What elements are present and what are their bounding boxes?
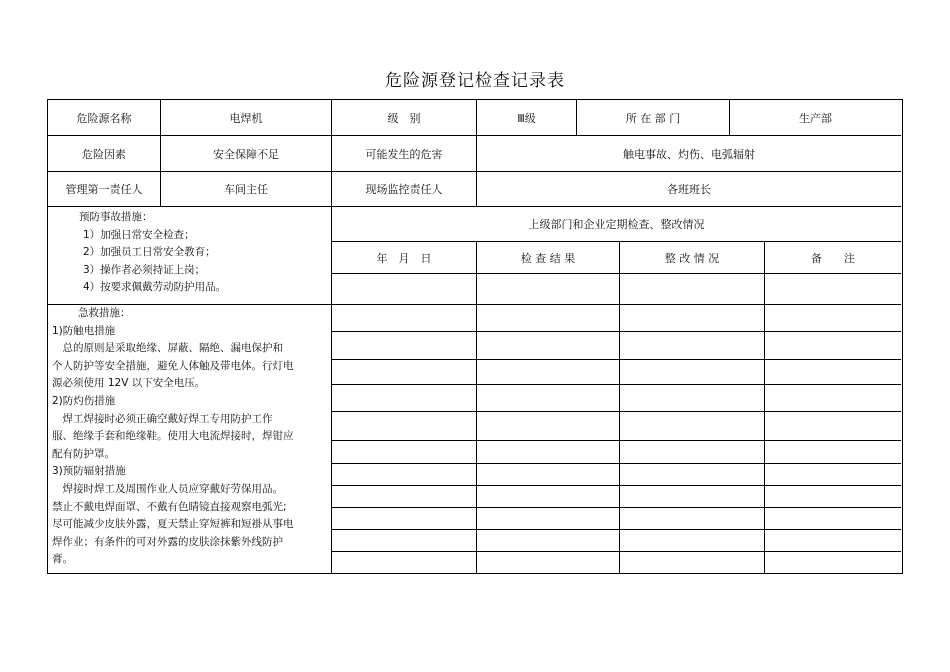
hazard-name-label: 危险源名称 bbox=[76, 111, 132, 125]
emergency-line: 1)防触电措施 bbox=[52, 324, 116, 337]
grid-line bbox=[331, 485, 901, 486]
grid-line bbox=[331, 507, 901, 508]
level-label: 级 别 bbox=[387, 111, 421, 125]
primary-responsible-value: 车间主任 bbox=[224, 183, 268, 196]
emergency-line: 源必须使用 12V 以下安全电压。 bbox=[52, 377, 206, 390]
col-date: 年 月 日 bbox=[376, 251, 432, 265]
risk-factor-label: 危险因素 bbox=[82, 147, 126, 161]
page-title: 危险源登记检查记录表 bbox=[385, 71, 565, 91]
col-divider bbox=[764, 241, 765, 573]
prevention-measures bbox=[53, 209, 329, 297]
emergency-line: 服、绝缘手套和绝缘鞋。使用大电流焊接时，焊钳应 bbox=[52, 430, 294, 443]
emergency-line: 配有防护罩。 bbox=[52, 447, 115, 460]
grid-line bbox=[331, 411, 901, 412]
emergency-line: 焊工焊接时必须正确空戴好焊工专用防护工作 bbox=[52, 412, 273, 425]
emergency-line: 焊接时焊工及周围作业人员应穿戴好劳保用品。 bbox=[52, 482, 283, 495]
emergency-line: 焊作业；有条件的可对外露的皮肤涂抹紫外线防护 bbox=[52, 535, 283, 548]
prevention-item: 2）加强员工日常安全教育； bbox=[83, 246, 216, 259]
grid-line bbox=[331, 529, 901, 530]
prevention-item: 4）按要求佩戴劳动防护用品。 bbox=[83, 281, 227, 294]
col-check-result: 检 查 结 果 bbox=[520, 251, 576, 265]
risk-factor-value: 安全保障不足 bbox=[213, 147, 279, 161]
col-rectification: 整 改 情 况 bbox=[664, 251, 720, 265]
prevention-item: 3）操作者必须持证上岗； bbox=[83, 263, 206, 276]
level-value: Ⅲ级 bbox=[517, 111, 536, 125]
grid-line bbox=[331, 463, 901, 464]
emergency-line: 禁止不戴电焊面罩、不戴有色睛镜直接观察电弧光; bbox=[52, 500, 287, 513]
grid-line bbox=[331, 359, 901, 360]
col-divider bbox=[619, 241, 620, 573]
hazard-name-value: 电焊机 bbox=[229, 111, 263, 125]
emergency-line: 尽可能减少皮肤外露，夏天禁止穿短裤和短褂从事电 bbox=[52, 518, 294, 531]
emergency-line: 总的原则是采取绝缘、屏蔽、隔绝、漏电保护和 bbox=[52, 342, 283, 355]
emergency-line: 膏。 bbox=[52, 553, 73, 566]
grid-line bbox=[331, 384, 901, 385]
grid-line bbox=[331, 273, 901, 274]
emergency-measures bbox=[52, 305, 330, 569]
possible-harm-value: 触电事故、灼伤、电弧辐射 bbox=[623, 147, 755, 161]
grid-line bbox=[331, 551, 901, 552]
emergency-line: 个人防护等安全措施，避免人体触及带电体。行灯电 bbox=[52, 359, 294, 372]
inspection-heading: 上级部门和企业定期检查、整改情况 bbox=[528, 218, 705, 231]
department-value: 生产部 bbox=[799, 111, 832, 125]
col-remarks: 备 注 bbox=[811, 251, 855, 265]
primary-responsible-label: 管理第一责任人 bbox=[65, 183, 143, 196]
department-label: 所 在 部 门 bbox=[625, 111, 681, 125]
emergency-line: 2)防灼伤措施 bbox=[52, 394, 116, 407]
emergency-line: 3)预防辐射措施 bbox=[52, 465, 126, 478]
emergency-heading: 急救措施： bbox=[78, 307, 131, 319]
site-monitor-value: 各班班长 bbox=[667, 183, 711, 196]
record-table bbox=[47, 99, 903, 574]
grid-line bbox=[331, 440, 901, 441]
possible-harm-label: 可能发生的危害 bbox=[365, 147, 443, 161]
site-monitor-label: 现场监控责任人 bbox=[365, 183, 443, 196]
prevention-item: 1）加强日常安全检查； bbox=[83, 228, 195, 241]
col-divider bbox=[476, 241, 477, 573]
prevention-heading: 预防事故措施： bbox=[79, 211, 153, 223]
grid-line bbox=[331, 331, 901, 332]
